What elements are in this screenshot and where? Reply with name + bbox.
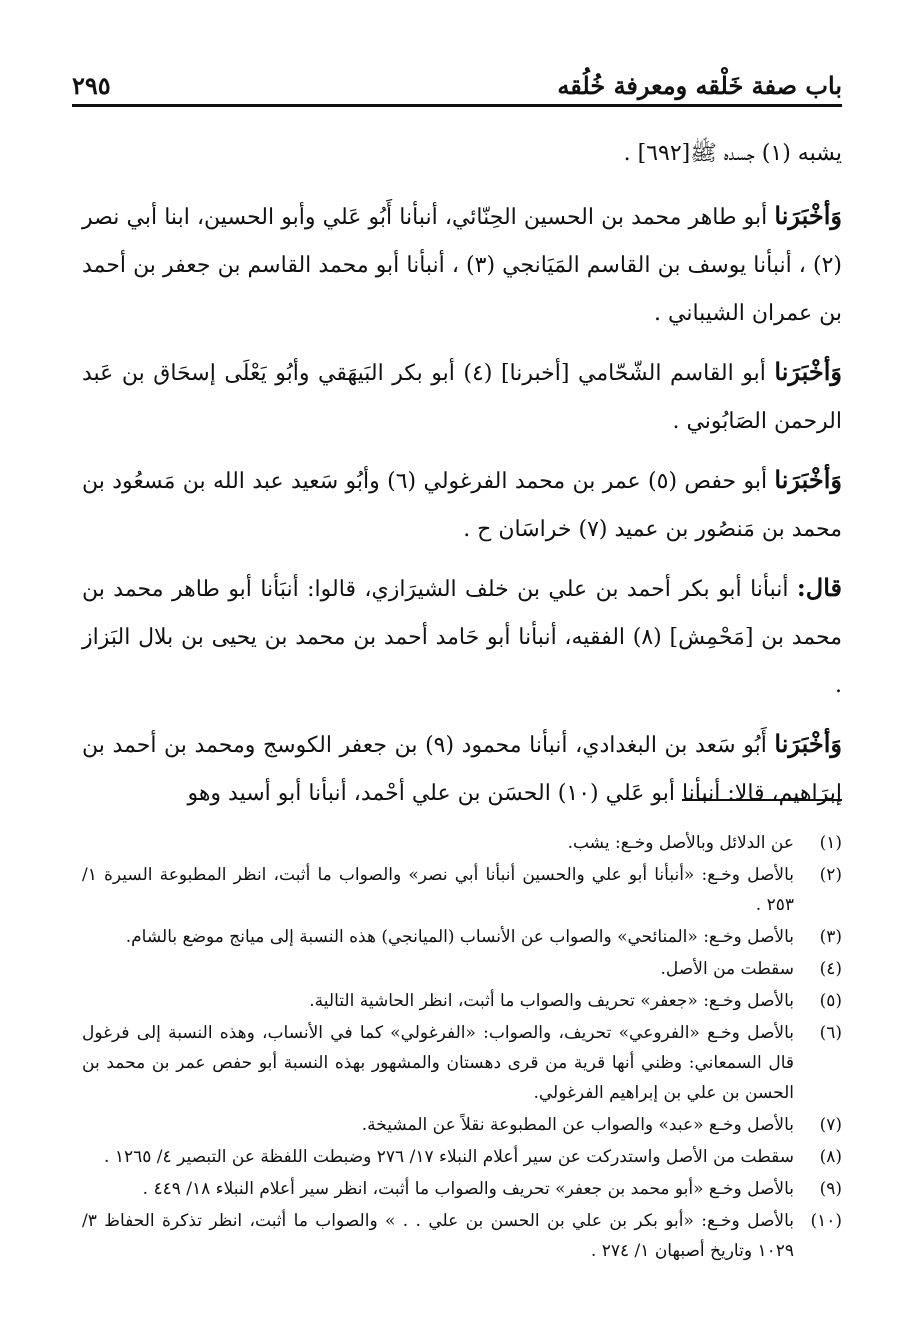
paragraph [82, 564, 842, 710]
footnotes [82, 828, 842, 1268]
footnote-number: (٩) [819, 1179, 842, 1199]
footnote-text: سقطت من الأصل واستدركت عن سير أعلام النبلاء ١٧/ ٢٧٦ وضبطت اللفظة عن التبصير ٤/ ١٢٦٥ . [104, 1147, 794, 1167]
paragraph-lead: وَأخْبَرَنا [774, 357, 842, 386]
paragraph-lead: قال: [796, 573, 842, 602]
paragraph-lead: وَأخْبَرَنا [774, 201, 842, 230]
footnote-text: بالأصل وخـع «عبد» والصواب عن المطبوعة نقلاً عن المشيخة. [361, 1115, 794, 1135]
page-header [72, 58, 842, 100]
paragraph-text: أبو طاهر محمد بن الحسين الحِنّائي، أنبأنا أَبُو عَلي وأبو الحسين، ابنا أبي نصر (٢) ، أنبأنا يوسف بن القاسم المَيَانجي (٣) ، أنبأنا أبو محمد القاسم بن جعفر بن أحمد بن عمران الشيباني . [82, 205, 842, 326]
footnote-text: بالأصل وخـع: «المنائحي» والصواب عن الأنساب (الميانجي) هذه النسبة إلى ميانج موضع بالشام. [125, 927, 794, 947]
footnote-text: بالأصل وخـع «الفروعي» تحريف، والصواب: «الفرغولي» كما في الأنساب، وهذه النسبة إلى فرغول قال السمعاني: وظني أنها قرية من قرى دهستان والمشهور بهذه النسبة أبو حفص عمر بن محمد بن الحسن بن علي بن إبراهيم الفرغولي. [82, 1023, 794, 1103]
paragraph [82, 720, 842, 818]
footnote [82, 986, 842, 1016]
footnote-number: (٦) [819, 1023, 842, 1043]
footnote [82, 954, 842, 984]
footnote [82, 1174, 842, 1204]
footnote [82, 1206, 842, 1266]
footnote-number: (٣) [819, 927, 842, 947]
footnote [82, 1110, 842, 1140]
footnote-text: بالأصل وخـع: «جعفر» تحريف والصواب ما أثبت، انظر الحاشية التالية. [309, 991, 794, 1011]
paragraph [82, 128, 842, 178]
paragraph-lead: وَأخْبَرَنا [774, 465, 842, 494]
paragraph-text: أنبأنا أبو بكر أحمد بن علي بن خلف الشيرَازي، قالوا: أنبَأنا أبو طاهر محمد بن محمد بن [مَحْمِش] (٨) الفقيه، أنبأنا أبو حَامد أحمد بن محمد بن يحيى بن بلال البَزاز . [82, 577, 842, 698]
paragraph-text: يشبه (١) جسده ﷺ[٦٩٢] . [623, 141, 842, 166]
footnote [82, 1142, 842, 1172]
paragraph [82, 348, 842, 446]
running-title: باب صفة خَلْقه ومعرفة خُلُقه [557, 71, 842, 100]
footnote-number: (٨) [819, 1147, 842, 1167]
footnote [82, 1018, 842, 1108]
footnote-number: (٢) [819, 865, 842, 885]
main-text [82, 128, 842, 828]
paragraph-text: أَبُو سَعد بن البغدادي، أنبأنا محمود (٩) بن جعفر الكوسج ومحمد بن أحمد بن إبرَاهيم، قالا: أنبأنا أبو عَلي (١٠) الحسَن بن علي أحْمد، أنبأنا أبو أسيد وهو [82, 733, 842, 806]
paragraph [82, 456, 842, 554]
page-number: ٢٩٥ [72, 71, 111, 100]
header-rule [72, 104, 842, 107]
paragraph-text: أبو حفص (٥) عمر بن محمد الفرغولي (٦) وأبُو سَعيد عبد الله بن مَسعُود بن محمد بن مَنصُور بن عميد (٧) خراسَان ح . [82, 469, 842, 542]
footnote-text: بالأصل وخـع: «أبو بكر بن علي بن الحسن بن علي . . » والصواب ما أثبت، انظر تذكرة الحفاظ ٣/ ١٠٢٩ وتاريخ أصبهان ١/ ٢٧٤ . [82, 1211, 794, 1261]
footnote-text: سقطت من الأصل. [660, 959, 794, 979]
footnote-text: بالأصل وخـع «أبو محمد بن جعفر» تحريف والصواب ما أثبت، انظر سير أعلام النبلاء ١٨/ ٤٤٩ . [142, 1179, 794, 1199]
footnote-number: (٧) [819, 1115, 842, 1135]
footnote-number: (٤) [819, 959, 842, 979]
footnote [82, 860, 842, 920]
footnote [82, 828, 842, 858]
footnote-text: بالأصل وخـع: «أنبأنا أبو علي والحسين أنبأنا أبي نصر» والصواب ما أثبت، انظر المطبوعة السيرة ١/ ٢٥٣ . [82, 865, 794, 915]
footnote-number: (١٠) [810, 1211, 842, 1231]
footnote-number: (١) [819, 833, 842, 853]
footnote [82, 922, 842, 952]
paragraph-lead: وَأخْبَرَنا [774, 729, 842, 758]
footnote-separator [682, 799, 842, 801]
paragraph-text: أبو القاسم الشّحّامي [أخبرنا] (٤) أبو بكر البَيهَقي وأبُو يَعْلَى إسحَاق بن عَبد الرحمن الصَابُوني . [82, 361, 842, 434]
paragraph [82, 192, 842, 338]
footnote-number: (٥) [819, 991, 842, 1011]
footnote-text: عن الدلائل وبالأصل وخـع: يشب. [567, 833, 794, 853]
